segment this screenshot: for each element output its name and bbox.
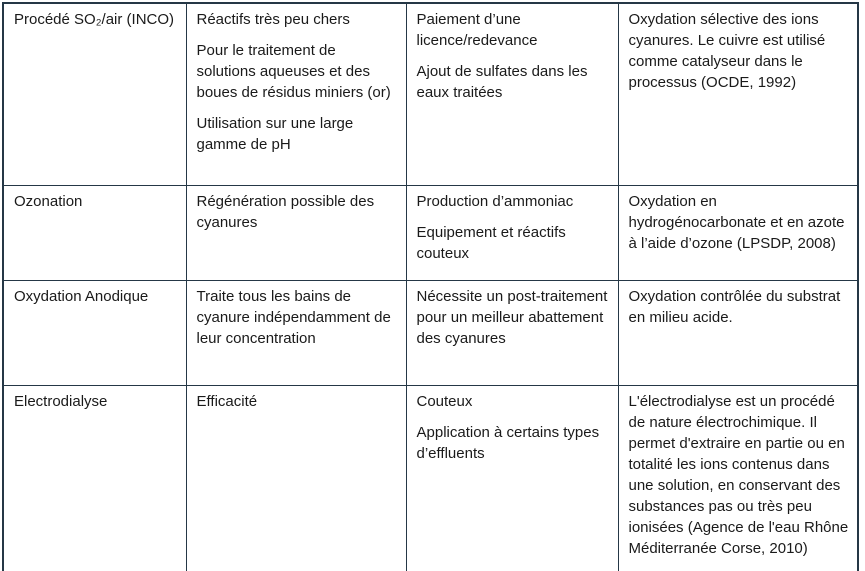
cell-disadvantages: Couteux Application à certains types d’effluents	[406, 386, 618, 571]
cell-comments: Oxydation en hydrogénocarbonate et en azote à l’aide d’ozone (LPSDP, 2008)	[618, 186, 858, 281]
cell-advantages: Traite tous les bains de cyanure indépendamment de leur concentration	[186, 281, 406, 386]
cell-advantages: Réactifs très peu chers Pour le traitement de solutions aqueuses et des boues de résidus miniers (or) Utilisation sur une large gamme de pH	[186, 3, 406, 186]
cell-advantages: Régénération possible des cyanures	[186, 186, 406, 281]
cell-comments: Oxydation contrôlée du substrat en milieu acide.	[618, 281, 858, 386]
table-row	[3, 3, 858, 186]
table-row	[3, 281, 858, 386]
process-comparison-table	[2, 2, 859, 571]
table-row	[3, 186, 858, 281]
cell-advantages: Efficacité	[186, 386, 406, 571]
cell-process-name: Procédé SO₂/air (INCO)	[3, 3, 186, 186]
cell-disadvantages: Production d’ammoniac Equipement et réactifs couteux	[406, 186, 618, 281]
cell-process-name: Oxydation Anodique	[3, 281, 186, 386]
table-row	[3, 386, 858, 571]
cell-disadvantages: Nécessite un post-traitement pour un meilleur abattement des cyanures	[406, 281, 618, 386]
cell-process-name: Ozonation	[3, 186, 186, 281]
cell-process-name: Electrodialyse	[3, 386, 186, 571]
cell-comments: Oxydation sélective des ions cyanures. Le cuivre est utilisé comme catalyseur dans le processus (OCDE, 1992)	[618, 3, 858, 186]
cell-disadvantages: Paiement d’une licence/redevance Ajout de sulfates dans les eaux traitées	[406, 3, 618, 186]
cell-comments: L'électrodialyse est un procédé de nature électrochimique. Il permet d'extraire en partie ou en totalité les ions contenus dans une solution, en conservant des substances pas ou très peu ionisées (Agence de l'eau Rhône Méditerranée Corse, 2010)	[618, 386, 858, 571]
